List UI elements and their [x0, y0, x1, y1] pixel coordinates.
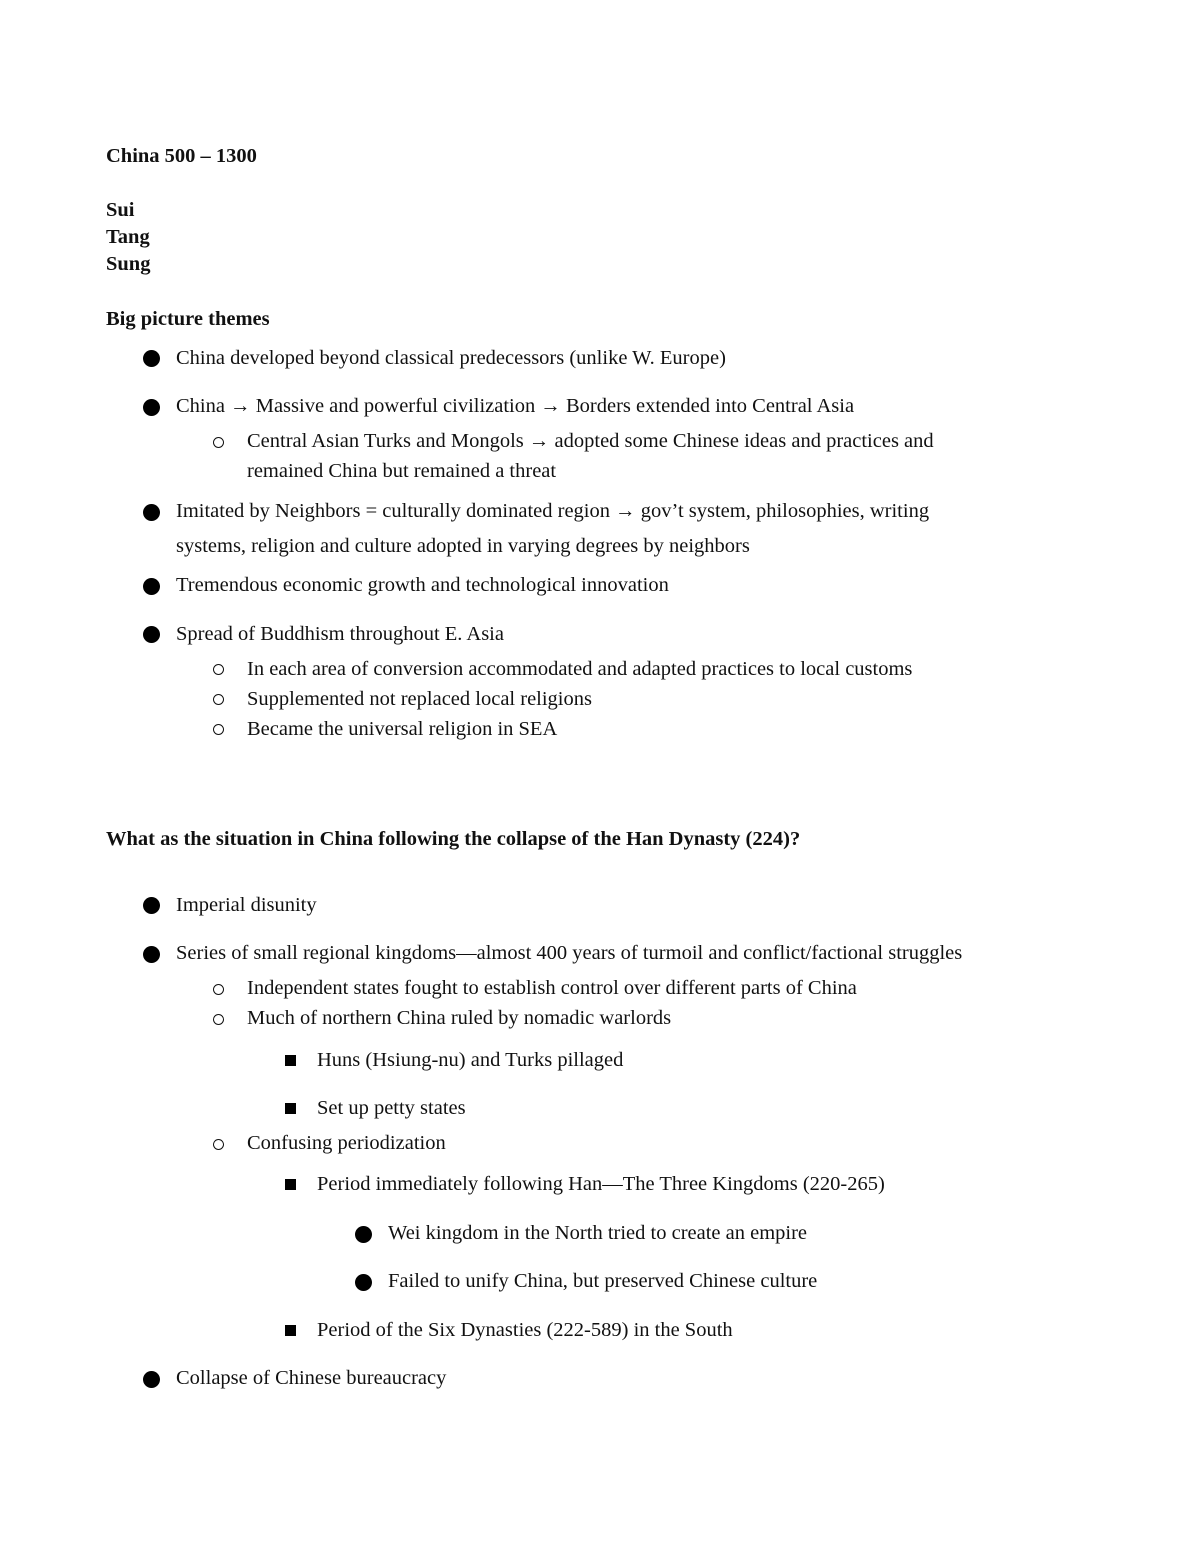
- section-heading-han-collapse: What as the situation in China following the collapse of the Han Dynasty (224)?: [106, 828, 801, 850]
- sub-list-item: Independent states fought to establish control over different parts of China: [247, 977, 857, 999]
- sub-bullet-icon: [213, 984, 224, 995]
- bullet-icon: [143, 504, 160, 521]
- bullet-icon: [143, 1371, 160, 1388]
- square-bullet-icon: [285, 1103, 296, 1114]
- square-bullet-icon: [285, 1179, 296, 1190]
- list-item: China developed beyond classical predecessors (unlike W. Europe): [176, 347, 726, 369]
- sub-bullet-icon: [213, 437, 224, 448]
- level4-list-item: Failed to unify China, but preserved Chinese culture: [388, 1270, 818, 1292]
- bullet-icon: [143, 897, 160, 914]
- level4-list-item: Wei kingdom in the North tried to create an empire: [388, 1222, 808, 1244]
- sub-list-item: In each area of conversion accommodated and adapted practices to local customs: [247, 658, 913, 680]
- bullet-icon: [143, 946, 160, 963]
- list-item-continued: systems, religion and culture adopted in varying degrees by neighbors: [176, 535, 750, 557]
- square-bullet-icon: [285, 1055, 296, 1066]
- list-item: Tremendous economic growth and technological innovation: [176, 574, 669, 596]
- section-heading-themes: Big picture themes: [106, 308, 270, 330]
- list-item: Series of small regional kingdoms—almost 400 years of turmoil and conflict/factional struggles: [176, 942, 963, 964]
- dynasty-tang: Tang: [106, 226, 150, 248]
- bullet-icon: [355, 1226, 372, 1243]
- dynasty-sung: Sung: [106, 253, 151, 275]
- sub-list-item: Became the universal religion in SEA: [247, 718, 558, 740]
- dynasty-sui: Sui: [106, 199, 135, 221]
- sub-list-item: Confusing periodization: [247, 1132, 446, 1154]
- list-item: China → Massive and powerful civilization → Borders extended into Central Asia: [176, 395, 855, 417]
- sub-list-item-continued: remained China but remained a threat: [247, 460, 557, 482]
- bullet-icon: [355, 1274, 372, 1291]
- sub-list-item: Central Asian Turks and Mongols → adopted some Chinese ideas and practices and: [247, 430, 934, 452]
- sub-bullet-icon: [213, 724, 224, 735]
- sub-sub-list-item: Set up petty states: [317, 1097, 466, 1119]
- list-item: Imitated by Neighbors = culturally dominated region → gov’t system, philosophies, writing: [176, 500, 930, 522]
- list-item: Spread of Buddhism throughout E. Asia: [176, 623, 504, 645]
- bullet-icon: [143, 399, 160, 416]
- square-bullet-icon: [285, 1325, 296, 1336]
- sub-bullet-icon: [213, 1014, 224, 1025]
- document-title: China 500 – 1300: [106, 145, 257, 167]
- sub-list-item: Much of northern China ruled by nomadic warlords: [247, 1007, 672, 1029]
- sub-bullet-icon: [213, 1139, 224, 1150]
- sub-bullet-icon: [213, 694, 224, 705]
- sub-sub-list-item: Period of the Six Dynasties (222-589) in the South: [317, 1319, 733, 1341]
- bullet-icon: [143, 578, 160, 595]
- sub-sub-list-item: Huns (Hsiung-nu) and Turks pillaged: [317, 1049, 624, 1071]
- sub-sub-list-item: Period immediately following Han—The Three Kingdoms (220-265): [317, 1173, 885, 1195]
- sub-bullet-icon: [213, 664, 224, 675]
- bullet-icon: [143, 350, 160, 367]
- sub-list-item: Supplemented not replaced local religions: [247, 688, 592, 710]
- bullet-icon: [143, 626, 160, 643]
- list-item: Imperial disunity: [176, 894, 317, 916]
- list-item: Collapse of Chinese bureaucracy: [176, 1367, 447, 1389]
